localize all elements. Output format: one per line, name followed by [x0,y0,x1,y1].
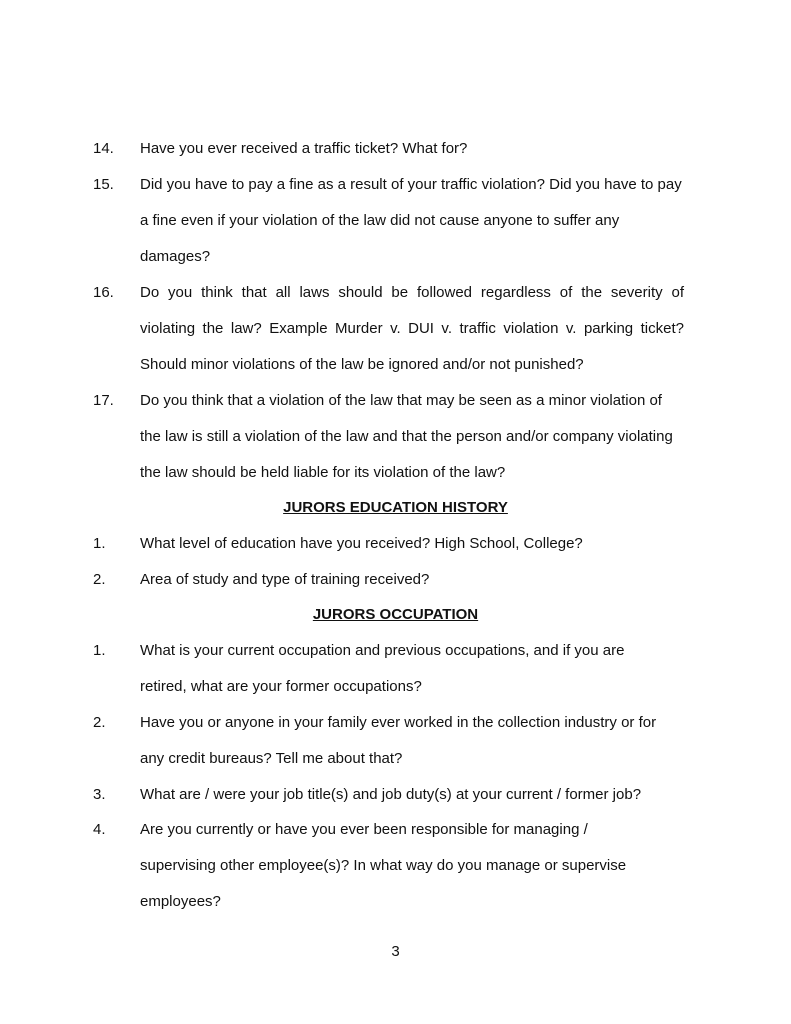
question-text-line: the law should be held liable for its violation of the law? [140,464,506,481]
question-text-line: Do you think that a violation of the law that may be seen as a minor violation of [140,392,662,409]
question-number: 16. [93,284,114,301]
question-number: 3. [93,786,106,803]
section-heading-education: JURORS EDUCATION HISTORY [283,499,508,516]
question-text-line: supervising other employee(s)? In what way do you manage or supervise [140,857,627,874]
question-text-line: What is your current occupation and previous occupations, and if you are [140,642,625,659]
question-text-line: violating the law? Example Murder v. DUI v. traffic violation v. parking ticket? [140,320,684,337]
question-text-line: What are / were your job title(s) and job duty(s) at your current / former job? [140,786,642,803]
question-number: 1. [93,535,106,552]
question-text-line: Did you have to pay a fine as a result of your traffic violation? Did you have to pay [140,176,682,193]
section-heading-occupation: JURORS OCCUPATION [312,606,479,623]
page-number: 3 [391,943,400,960]
question-text-line: Area of study and type of training received? [140,571,430,588]
question-text-line: Do you think that all laws should be followed regardless of the severity of [140,284,684,301]
question-number: 4. [93,821,106,838]
question-text-line: a fine even if your violation of the law did not cause anyone to suffer any [140,212,620,229]
question-text-line: Have you ever received a traffic ticket? What for? [140,140,468,157]
question-number: 14. [93,140,114,157]
question-number: 2. [93,714,106,731]
question-text-line: What level of education have you received? High School, College? [140,535,583,552]
question-text-line: retired, what are your former occupations? [140,678,422,695]
question-number: 17. [93,392,114,409]
question-text-line: the law is still a violation of the law and that the person and/or company violating [140,428,673,445]
question-text-line: damages? [140,248,211,265]
question-number: 15. [93,176,114,193]
question-text-line: Have you or anyone in your family ever worked in the collection industry or for [140,714,657,731]
question-text-line: Should minor violations of the law be ignored and/or not punished? [140,356,584,373]
question-number: 1. [93,642,106,659]
question-text-line: employees? [140,893,221,910]
question-text-line: any credit bureaus? Tell me about that? [140,750,403,767]
question-text-line: Are you currently or have you ever been responsible for managing / [140,821,588,838]
question-number: 2. [93,571,106,588]
